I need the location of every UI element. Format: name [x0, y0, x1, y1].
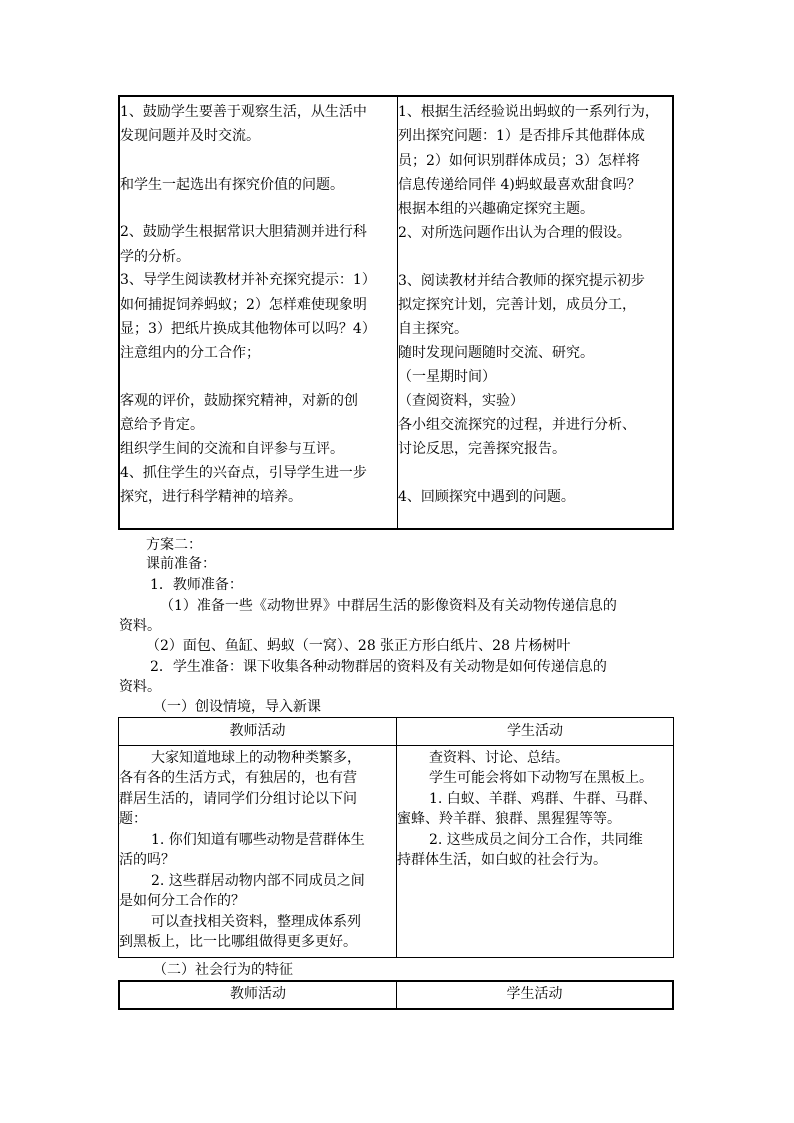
plan-title: 方案二：: [146, 537, 202, 553]
table-line: 学生可能会将如下动物写在黑板上。: [429, 770, 653, 786]
table-line: 各有各的生活方式，有独居的，也有营: [119, 770, 357, 786]
table-line: 4、回顾探究中遇到的问题。: [398, 489, 575, 505]
prep-item-1: （1）准备一些《动物世界》中群居生活的影像资料及有关动物传递信息的: [160, 598, 617, 614]
table-line: 讨论反思，完善探究报告。: [398, 441, 566, 457]
table-line: 2. 这些群居动物内部不同成员之间: [151, 873, 365, 889]
table-line: 2、鼓励学生根据常识大胆猜测并进行科: [120, 224, 367, 240]
table-line: 蜜蜂、羚羊群、狼群、黑猩猩等等。: [397, 811, 621, 827]
table-line: 信息传递给同伴 4)蚂蚁最喜欢甜食吗？: [398, 177, 641, 193]
table-line: 显；3）把纸片换成其他物体可以吗？4）: [120, 321, 376, 337]
table-line: 到黑板上，比一比哪组做得更多更好。: [119, 934, 357, 950]
table-line: 2. 这些成员之间分工合作，共同维: [429, 832, 643, 848]
table-line: 3、阅读教材并结合教师的探究提示初步: [398, 273, 645, 289]
table-line: 1、根据生活经验说出蚂蚁的一系列行为，: [398, 104, 659, 120]
table-line: 组织学生间的交流和自评参与互评。: [120, 441, 344, 457]
teacher-activity-column: [120, 97, 398, 528]
table-line: 大家知道地球上的动物种类繁多，: [151, 750, 361, 766]
table-line: 是如何分工合作的？: [119, 893, 245, 909]
table-line: 意给予肯定。: [120, 417, 204, 433]
student-activity-header: 学生活动: [507, 723, 563, 739]
table-line: 客观的评价，鼓励探究精神，对新的创: [120, 393, 358, 409]
table-line: 活的吗？: [119, 852, 175, 868]
prep-item-1-cont: 资料。: [119, 618, 161, 634]
table-line: 注意组内的分工合作；: [120, 345, 260, 361]
prep-item-2: （2）面包、鱼缸、蚂蚁（一窝）、28 张正方形白纸片、28 片杨树叶: [146, 638, 571, 654]
table-line: 题：: [119, 811, 147, 827]
table-line: 1. 你们知道有哪些动物是营群体生: [151, 832, 365, 848]
activity-table-1: [118, 95, 674, 530]
table-line: 自主探究。: [398, 321, 468, 337]
table-line: 4、抓住学生的兴奋点，引导学生进一步: [120, 465, 367, 481]
table-line: 1、鼓励学生要善于观察生活，从生活中: [120, 104, 367, 120]
table-line: （查阅资料，实验）: [398, 393, 524, 409]
table-line: （一星期时间）: [398, 369, 496, 385]
table-line: 持群体生活，如白蚁的社会行为。: [397, 852, 607, 868]
table-line: 根据本组的兴趣确定探究主题。: [398, 201, 594, 217]
table-line: 随时发现问题随时交流、研究。: [398, 345, 594, 361]
prep-title: 课前准备：: [146, 556, 216, 572]
table-line: 学的分析。: [120, 249, 190, 265]
table-line: 拟定探究计划，完善计划，成员分工，: [398, 297, 636, 313]
student-activity-header: 学生活动: [506, 986, 563, 1002]
table-line: 2、对所选问题作出认为合理的假设。: [398, 225, 631, 241]
table-line: 各小组交流探究的过程，并进行分析、: [398, 417, 636, 433]
teacher-activity-header: 教师活动: [229, 723, 286, 739]
activity-table-2: [118, 717, 674, 958]
table-line: 3、导学生阅读教材并补充探究提示：1）: [120, 272, 376, 288]
table-line: 群居生活的，请同学们分组讨论以下问: [119, 791, 357, 807]
table-line: 查资料、讨论、总结。: [429, 750, 569, 766]
table-line: 员；2）如何识别群体成员；3）怎样将: [398, 153, 640, 169]
section-heading: （一）创设情境，导入新课: [153, 699, 321, 715]
student-prep: 2．学生准备：课下收集各种动物群居的资料及有关动物是如何传递信息的: [150, 659, 607, 675]
table-line: 探究，进行科学精神的培养。: [120, 489, 302, 505]
student-activity-column: [398, 97, 672, 528]
table-line: 可以查找相关资料，整理成体系列: [151, 914, 361, 930]
table-line: 如何捕捉饲养蚂蚁；2）怎样难使现象明: [120, 297, 367, 313]
table-line: 1. 白蚁、羊群、鸡群、牛群、马群、: [429, 791, 657, 807]
teacher-prep: 1．教师准备：: [150, 577, 243, 593]
student-prep-cont: 资料。: [119, 679, 161, 695]
table-line: 发现问题并及时交流。: [120, 128, 260, 144]
section-heading: （二）社会行为的特征: [153, 962, 293, 978]
table-line: 和学生一起选出有探究价值的问题。: [120, 177, 344, 193]
teacher-activity-header: 教师活动: [230, 986, 286, 1002]
column-divider: [396, 718, 397, 957]
activity-table-3: [118, 980, 674, 1010]
table-line: 列出探究问题：1）是否排斥其他群体成: [398, 128, 645, 144]
